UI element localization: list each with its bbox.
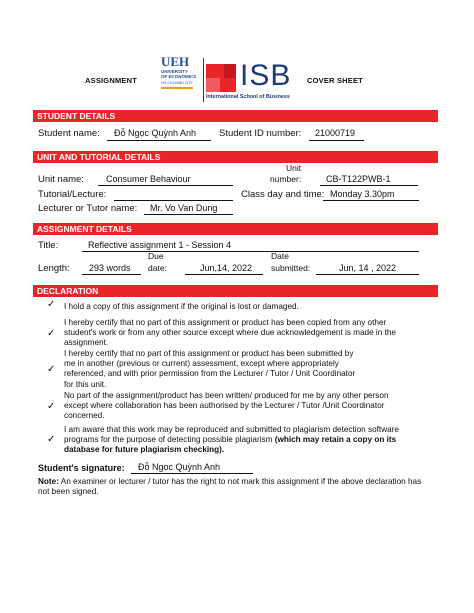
unit-number-label-2: number: bbox=[270, 174, 302, 184]
isb-logo bbox=[206, 60, 302, 104]
lecturer-label: Lecturer or Tutor name: bbox=[38, 203, 138, 214]
student-id-underline bbox=[309, 140, 364, 141]
student-details-header: STUDENT DETAILS bbox=[33, 110, 438, 122]
class-day-value: Monday 3.30pm bbox=[330, 189, 395, 199]
length-value: 293 words bbox=[89, 263, 131, 273]
check-icon: ✓ bbox=[47, 434, 56, 445]
unit-name-value: Consumer Behaviour bbox=[106, 174, 191, 184]
declaration-item: I hold a copy of this assignment if the original is lost or damaged. bbox=[64, 302, 299, 311]
declaration-item-bold-text: (which may retain a copy on its database for future plagiarism checking). bbox=[64, 435, 397, 455]
class-day-underline bbox=[323, 200, 419, 201]
due-value: Jun,14, 2022 bbox=[200, 263, 253, 273]
unit-number-label-1: Unit bbox=[286, 163, 302, 173]
title-underline bbox=[82, 251, 419, 252]
title-label: Title: bbox=[38, 240, 59, 251]
submitted-value: Jun, 14 , 2022 bbox=[339, 263, 397, 273]
isb-logo-name: ISB bbox=[240, 59, 292, 92]
class-day-label: Class day and time: bbox=[241, 189, 325, 200]
student-name-value: Đỗ Ngọc Quỳnh Anh bbox=[114, 128, 197, 138]
note-label: Note: bbox=[38, 477, 59, 486]
signature-value: Đỗ Ngọc Quỳnh Anh bbox=[138, 462, 221, 472]
declaration-header: DECLARATION bbox=[33, 285, 438, 297]
logo-divider bbox=[203, 58, 204, 102]
unit-name-underline bbox=[98, 185, 233, 186]
due-label-1: Due bbox=[148, 251, 164, 261]
declaration-item bbox=[64, 425, 402, 456]
ueh-logo-name: UEH bbox=[161, 54, 190, 69]
unit-name-label: Unit name: bbox=[38, 174, 84, 185]
declaration-item-text: I am aware that this work may be reproduced and submitted to plagiarism detection software programs for the purpose of detecting possible plagiarism bbox=[64, 425, 399, 445]
unit-details-header: UNIT AND TUTORIAL DETAILS bbox=[33, 151, 438, 163]
due-underline bbox=[185, 274, 263, 275]
note bbox=[38, 477, 424, 497]
isb-logo-subtitle: International School of Business bbox=[206, 94, 290, 100]
lecturer-value: Mr. Vo Van Dung bbox=[150, 203, 218, 213]
due-label-2: date: bbox=[148, 263, 167, 273]
ueh-logo-line2: OF ECONOMICS bbox=[161, 74, 197, 79]
ueh-logo-line3: HO CHI MINH CITY bbox=[161, 81, 193, 85]
declaration-item: I hereby certify that no part of this assignment or product has been copied from any other student's work or from any other source except where due acknowledgement is made in the assignment. bbox=[64, 318, 396, 348]
cover-sheet-word: COVER SHEET bbox=[307, 76, 363, 85]
ueh-logo bbox=[161, 55, 205, 101]
title-value: Reflective assignment 1 - Session 4 bbox=[88, 240, 232, 250]
submitted-label-1: Date bbox=[271, 251, 289, 261]
tutorial-underline bbox=[114, 200, 233, 201]
submitted-underline bbox=[316, 274, 419, 275]
ueh-logo-line1: UNIVERSITY bbox=[161, 69, 189, 74]
isb-mark-icon bbox=[206, 64, 236, 92]
length-label: Length: bbox=[38, 263, 70, 274]
length-underline bbox=[82, 274, 141, 275]
student-name-underline bbox=[107, 140, 211, 141]
tutorial-label: Tutorial/Lecture: bbox=[38, 189, 107, 200]
signature-underline bbox=[131, 473, 253, 474]
check-icon: ✓ bbox=[47, 299, 56, 310]
check-icon: ✓ bbox=[47, 364, 56, 375]
student-id-label: Student ID number: bbox=[219, 128, 302, 139]
declaration-item: No part of the assignment/product has been written/ produced for me by any other person except where collaboration has been authorised by the Lecturer / Tutor /Unit Coordinator concerned. bbox=[64, 391, 389, 421]
lecturer-underline bbox=[144, 214, 233, 215]
submitted-label-2: submitted: bbox=[271, 263, 311, 273]
declaration-item: I hereby certify that no part of this assignment or product has been submitted by me in another (previous or current) assessment, except where appropriately referenced, and with prior permission from the Lecturer / Tutor / Unit Coordinator for this unit. bbox=[64, 349, 356, 389]
ueh-logo-accent bbox=[161, 87, 193, 89]
check-icon: ✓ bbox=[47, 401, 56, 412]
student-id-value: 21000719 bbox=[315, 128, 356, 138]
unit-number-underline bbox=[320, 185, 418, 186]
signature-label: Student's signature: bbox=[38, 463, 125, 473]
unit-number-value: CB-T122PWB-1 bbox=[326, 174, 391, 184]
assignment-word: ASSIGNMENT bbox=[85, 76, 138, 85]
assignment-details-header: ASSIGNMENT DETAILS bbox=[33, 223, 438, 235]
note-text: An examiner or lecturer / tutor has the right to not mark this assignment if the above declaration has not been signed. bbox=[38, 477, 422, 497]
student-name-label: Student name: bbox=[38, 128, 100, 139]
check-icon: ✓ bbox=[47, 328, 56, 339]
